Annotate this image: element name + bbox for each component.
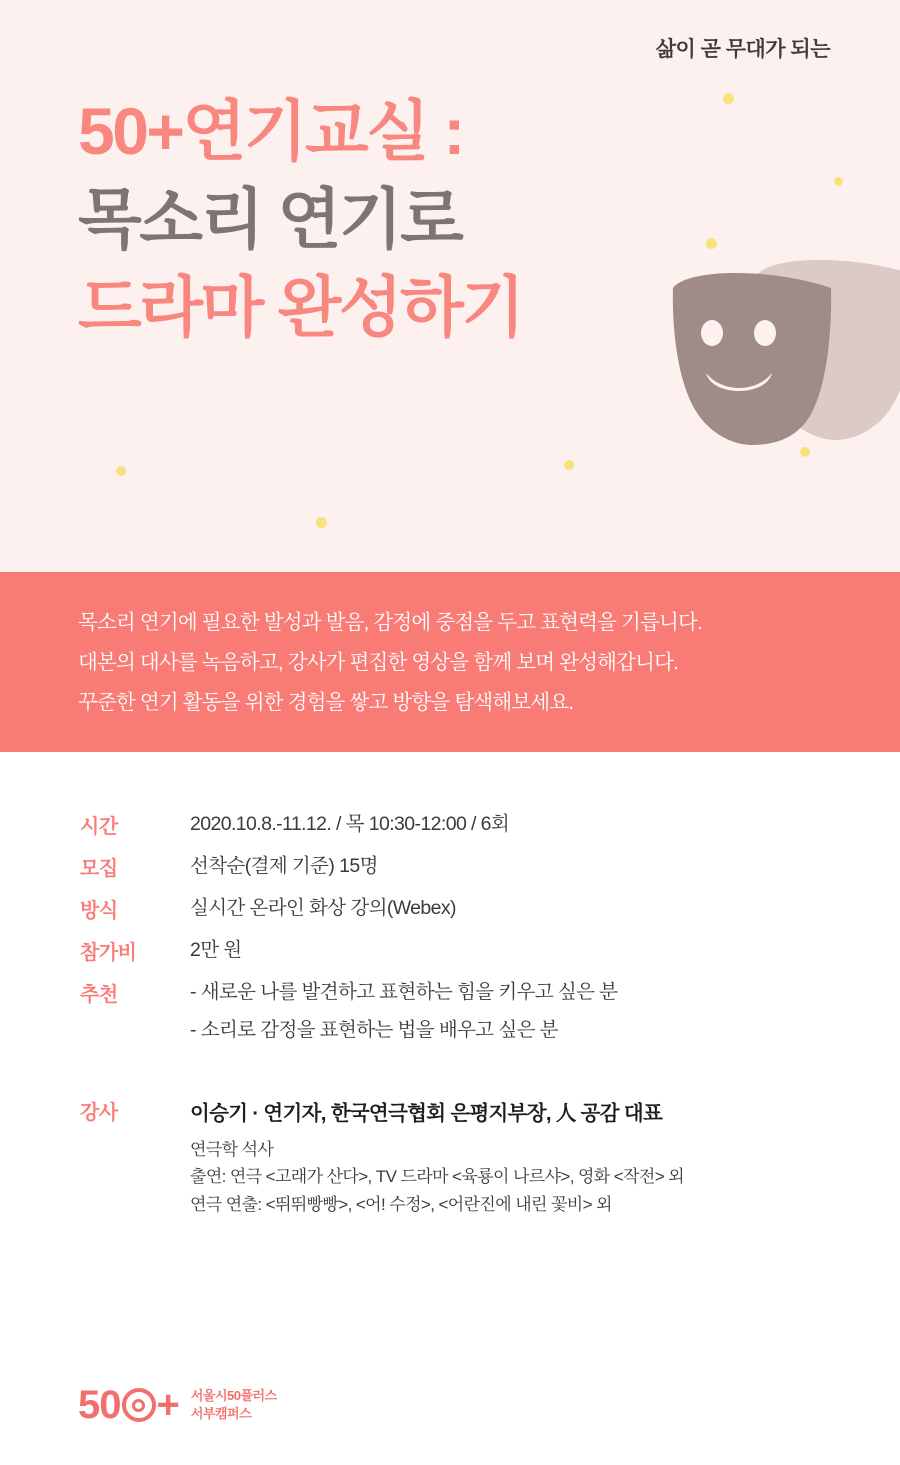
hero-title-line-3: 드라마 완성하기	[78, 269, 523, 344]
hero-section	[0, 0, 900, 572]
instructor-table	[80, 1096, 684, 1219]
logo-ring-icon	[122, 1388, 156, 1422]
org-line-1: 서울시50플러스	[190, 1388, 277, 1404]
hero-title	[78, 88, 860, 351]
instructor-detail-1: 연극학 석사	[190, 1139, 274, 1159]
decor-dot	[316, 517, 327, 528]
info-label-time: 시간	[80, 816, 118, 838]
logo-suffix: +	[156, 1383, 179, 1427]
info-label-method: 방식	[80, 900, 118, 922]
logo-prefix: 50	[78, 1383, 121, 1427]
summary-line-2: 대본의 대사를 녹음하고, 강사가 편집한 영상을 함께 보며 완성해갑니다.	[78, 650, 679, 674]
decor-dot	[116, 466, 126, 476]
table-row	[80, 810, 617, 852]
info-value-time: 2020.10.8.-11.12. / 목 10:30-12:00 / 6회	[190, 813, 510, 835]
organization-name	[191, 1387, 277, 1422]
summary-line-3: 꾸준한 연기 활동을 위한 경험을 쌓고 방향을 탐색해보세요.	[78, 690, 574, 714]
table-row	[80, 936, 617, 978]
info-label-recruit: 모집	[80, 858, 118, 880]
summary-line-1: 목소리 연기에 필요한 발성과 발음, 감정에 중점을 두고 표현력을 기릅니다.	[78, 611, 702, 634]
hero-eyebrow: 삶이 곧 무대가 되는	[655, 38, 830, 61]
info-section	[0, 752, 900, 1218]
decor-dot	[564, 460, 574, 470]
footer-logo	[78, 1385, 277, 1425]
instructor-detail-3: 연극 연출: <뛰뛰빵빵>, <어! 수정>, <어란진에 내린 꽃비> 외	[190, 1194, 612, 1214]
instructor-block	[190, 1096, 684, 1219]
table-row	[80, 894, 617, 936]
fifty-plus-logo-icon	[78, 1385, 179, 1425]
info-label-fee: 참가비	[80, 942, 137, 964]
table-row	[80, 1096, 684, 1219]
table-row	[80, 978, 617, 1058]
course-details-table	[80, 810, 617, 1058]
hero-title-line-2: 목소리 연기로	[78, 181, 462, 256]
info-value-recommend	[190, 978, 617, 1058]
info-label-recommend: 추천	[80, 984, 118, 1006]
info-label-instructor: 강사	[80, 1101, 118, 1124]
instructor-name: 이승기 · 연기자, 한국연극협회 은평지부장, 人 공감 대표	[190, 1101, 663, 1125]
instructor-detail-2: 출연: 연극 <고래가 산다>, TV 드라마 <육룡이 나르샤>, 영화 <작전> 외	[190, 1167, 684, 1187]
info-value-fee: 2만 원	[190, 939, 242, 961]
info-value-method: 실시간 온라인 화상 강의(Webex)	[190, 897, 456, 919]
org-line-2: 서부캠퍼스	[190, 1406, 252, 1421]
recommend-line-1: - 새로운 나를 발견하고 표현하는 힘을 키우고 싶은 분	[190, 981, 618, 1003]
table-row	[80, 852, 617, 894]
recommend-line-2: - 소리로 감정을 표현하는 법을 배우고 싶은 분	[190, 1019, 558, 1042]
info-value-recruit: 선착순(결제 기준) 15명	[190, 855, 378, 877]
hero-title-line-1: 50+연기교실 :	[78, 94, 463, 168]
decor-dot	[800, 447, 810, 457]
summary-band	[0, 572, 900, 752]
